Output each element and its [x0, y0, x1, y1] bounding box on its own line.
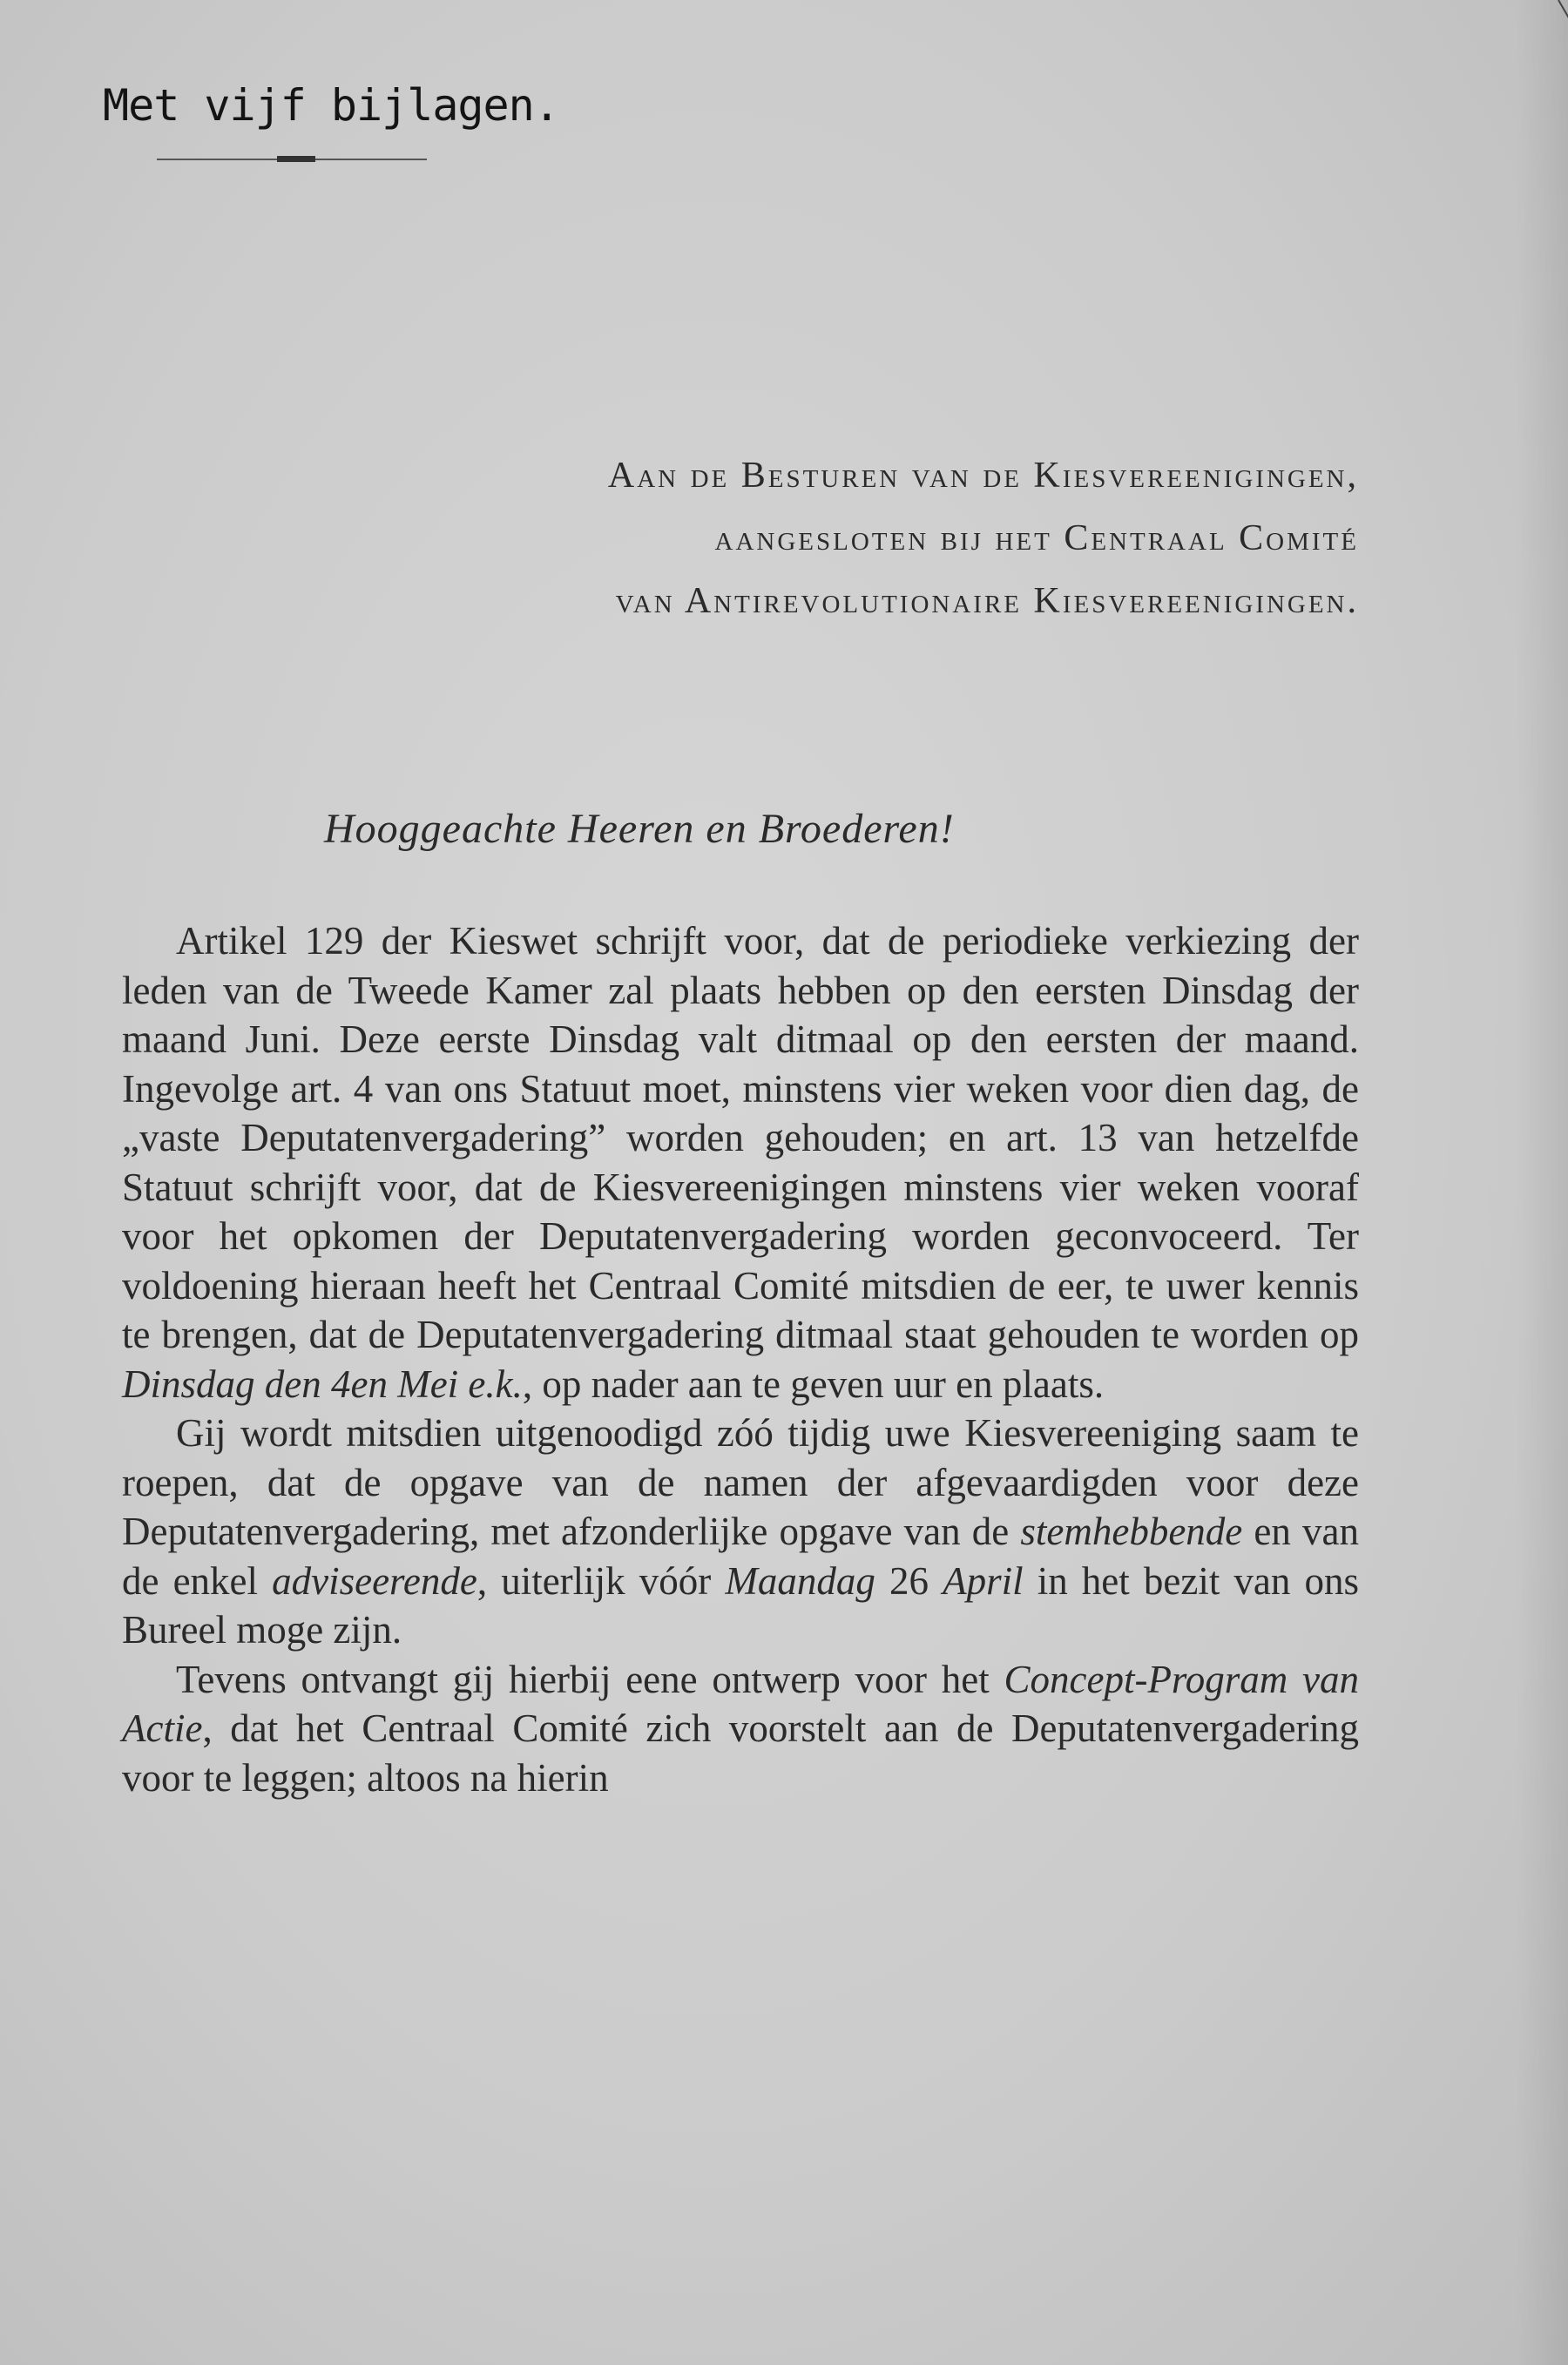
address-line: van Antirevolutionaire Kiesvereenigingen. [615, 581, 1359, 621]
emphasis-text: stemhebbende [1020, 1510, 1243, 1553]
body-paragraph [122, 916, 1359, 1409]
address-line: Aan de Besturen van de Kiesvereenigingen, [607, 456, 1359, 496]
paragraph-text: Gij wordt mitsdien uitgenoodigd zóó tijdig uwe Kiesvereeniging saam te roepen, dat de opgave van de namen der afgevaardigden voor deze Deputatenvergadering, met afzonderlijke opgave van de [122, 1411, 1359, 1553]
page-edge-shade [1516, 0, 1568, 2365]
emphasis-text: adviseerende [272, 1558, 477, 1603]
emphasis-text: Maandag [725, 1558, 875, 1603]
paragraph-text: , uiterlijk vóór [476, 1558, 726, 1603]
emphasis-text: Concept-Program van Actie [122, 1657, 1359, 1750]
header-rule-mark [277, 156, 315, 162]
body-paragraph [122, 1655, 1359, 1803]
paragraph-text: en van de enkel [122, 1510, 1359, 1603]
address-line: aangesloten bij het Centraal Comité [714, 518, 1359, 558]
paragraph-text: Tevens ontvangt gij hierbij eene ontwerp voor het [176, 1657, 1004, 1701]
paragraph-text: 26 [875, 1558, 943, 1603]
attachments-stamp: Met vijf bijlagen. [103, 80, 559, 131]
emphasis-text: Dinsdag den 4en Mei e.k. [122, 1362, 523, 1406]
paragraph-text: Artikel 129 der Kieswet schrijft voor, dat de periodieke verkiezing der leden van de Tweede Kamer zal plaats hebben op den eersten Dinsdag der maand Juni. Deze eerste Dinsdag valt ditmaal op den eersten der maand. Ingevolge art. 4 van ons Statuut moet, minstens vier weken voor dien dag, de „vaste Deputatenvergadering” worden gehouden; en art. 13 van hetzelfde Statuut schrijft voor, dat de Kiesvereenigingen minstens vier weken vooraf voor het opkomen der Deputatenvergadering worden geconvoceerd. Ter voldoening hieraan heeft het Centraal Comité mitsdien de eer, te uwer kennis te brengen, dat de Deputatenvergadering ditmaal staat gehouden te worden op [122, 919, 1359, 1356]
address-block [608, 444, 1359, 632]
paragraph-text: , op nader aan te geven uur en plaats. [522, 1362, 1105, 1406]
letter-body [122, 916, 1359, 1802]
paragraph-text: in het bezit van ons Bureel moge zijn. [122, 1558, 1360, 1652]
emphasis-text: April [943, 1558, 1024, 1603]
salutation: Hooggeachte Heeren en Broederen! [324, 806, 955, 852]
body-paragraph [122, 1409, 1359, 1655]
paragraph-text: , dat het Centraal Comité zich voorstelt aan de Deputatenvergadering voor te leggen; altoos na hierin [122, 1706, 1359, 1800]
